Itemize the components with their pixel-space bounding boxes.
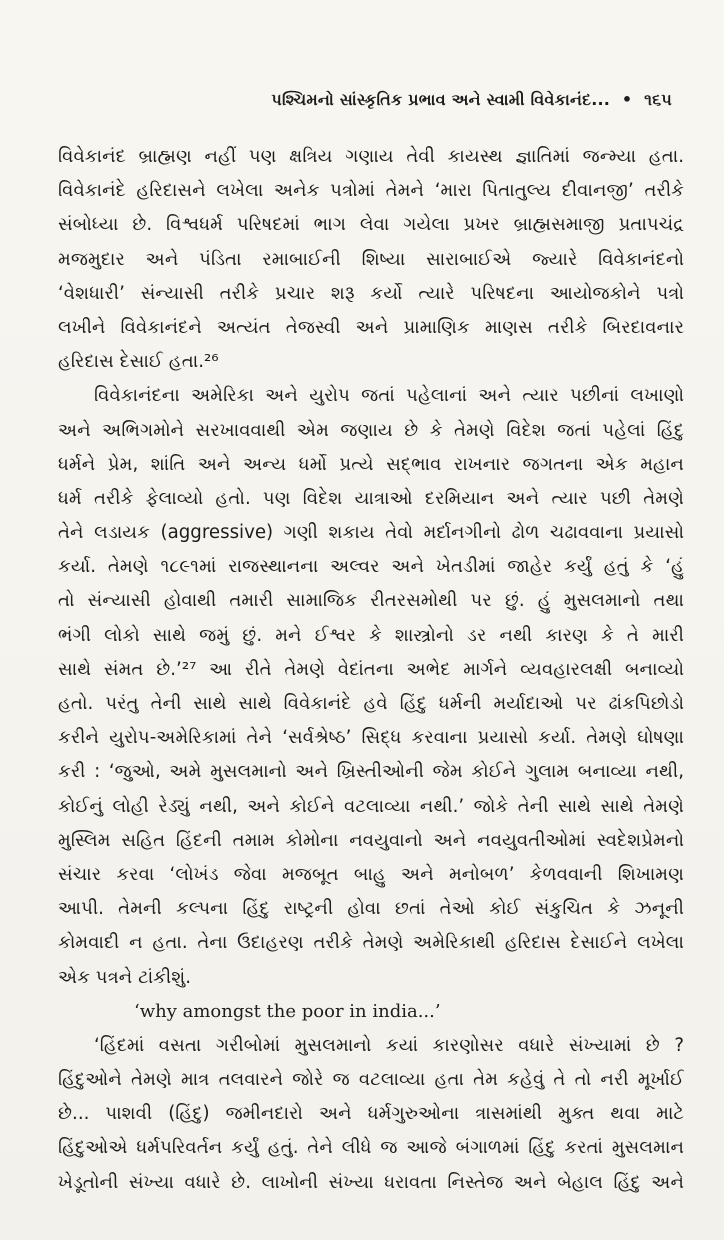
text-line: સંચાર કરવા ‘લોખંડ જેવા મજબૂત બાહુ અને મનોબળ’ કેળવવાની શિખામણ [58,863,684,885]
header-title: પશ્ચિમનો સાંસ્કૃતિક પ્રભાવ અને સ્વામી વિવેકાનંદ... [271,90,611,109]
text-line: કોઈનું લોહી રેડ્યું નથી, અને કોઈને વટલાવ્યા નથી.’ જોકે તેની સાથે સાથે તેમણે [58,795,684,817]
text-line: કર્યા. તેમણે ૧૮૯૧માં રાજસ્થાનના અલ્વર અને ખેતડીમાં જાહેર કર્યું હતું કે ‘હું [58,556,684,578]
text-line: ધર્મ તરીકે ફેલાવ્યો હતો. પણ વિદેશ યાત્રાઓ દરમિયાન અને ત્યાર પછી તેમણે [58,487,684,509]
text-line: અને અભિગમોને સરખાવવાથી એમ જણાય છે કે તેમણે વિદેશ જતાં પહેલાં હિંદુ [58,419,684,441]
paragraph-3 [58,1029,684,1200]
text-line: ‘વેશધારી’ સંન્યાસી તરીકે પ્રચાર શરૂ કર્યો ત્યારે પરિષદના આયોજકોને પત્રો [58,282,684,304]
text-line: કરીને યુરોપ-અમેરિકામાં તેને ‘સર્વશ્રેષ્ઠ’ સિદ્ધ કરવાના પ્રયાસો કર્યા. તેમણે ઘોષણા [58,727,684,749]
text-line: હિંદુઓને તેમણે માત્ર તલવારને જોરે જ વટલાવ્યા હતા તેમ કહેવું તે તો નરી મૂર્ખાઈ [58,1069,684,1091]
text-line: સંબોધ્યા છે. વિશ્વધર્મ પરિષદમાં ભાગ લેવા ગયેલા પ્રખર બ્રાહ્મસમાજી પ્રતાપચંદ્ર [58,214,684,236]
text-line: તેને લડાયક (aggressive) ગણી શકાય તેવો મર્દાનગીનો ઢોળ ચઢાવવાના પ્રયાસો [58,522,684,544]
text-line: છે... પાશવી (હિંદુ) જમીનદારો અને ધર્મગુરુઓના ત્રાસમાંથી મુક્ત થવા માટે [58,1103,684,1125]
paragraph-1 [58,140,684,379]
text-line: મજમુદાર અને પંડિતા રમાબાઈની શિષ્યા સારાબાઈએ જ્યારે વિવેકાનંદનો [58,248,684,270]
text-line: વિવેકાનંદે હરિદાસને લખેલા અનેક પત્રોમાં તેમને ‘મારા પિતાતુલ્ય દીવાનજી’ તરીકે [58,180,684,202]
running-header [271,90,672,110]
text-line: એક પત્રને ટાંકીશું. [58,966,192,988]
text-line: ‘હિંદમાં વસતા ગરીબોમાં મુસલમાનો કયાં કારણોસર વધારે સંખ્યામાં છે ? [94,1034,684,1056]
text-line: સાથે સંમત છે.’²⁷ આ રીતે તેમણે વેદાંતના અભેદ માર્ગને વ્યવહારલક્ષી બનાવ્યો [58,658,684,680]
text-line: કરી : ‘જુઓ, અમે મુસલમાનો અને ખ્રિસ્તીઓની જેમ કોઈને ગુલામ બનાવ્યા નથી, [58,761,684,783]
text-line: ધર્મને પ્રેમ, શાંતિ અને અન્ય ધર્મો પ્રત્યે સદ્‌ભાવ રાખનાર જગતના એક મહાન [58,453,684,475]
text-line: લખીને વિવેકાનંદને અત્યંત તેજસ્વી અને પ્રામાણિક માણસ તરીકે બિરદાવનાર [58,316,684,338]
text-line: વિવેકાનંદ બ્રાહ્મણ નહીં પણ ક્ષત્રિય ગણાય તેવી કાયસ્થ જ્ઞાતિમાં જન્મ્યા હતા. [58,146,684,167]
text-line: તો સંન્યાસી હોવાથી તમારી સામાજિક રીતરસમોથી પર છું. હું મુસલમાનો તથા [58,590,684,612]
paragraph-2 [58,379,684,994]
text-line: કોમવાદી ન હતા. તેના ઉદાહરણ તરીકે તેમણે અમેરિકાથી હરિદાસ દેસાઈને લખેલા [58,932,684,954]
text-line: હરિદાસ દેસાઈ હતા.²⁶ [58,351,219,373]
page-number: ૧૬૫ [644,90,672,109]
text-line: હતો. પરંતુ તેની સાથે સાથે વિવેકાનંદે હવે હિંદુ ધર્મની મર્યાદાઓ પર ઢાંકપિછોડો [58,693,684,714]
text-line: ભંગી લોકો સાથે જમું છું. મને ઈશ્વર કે શાસ્ત્રોનો ડર નથી કારણ કે તે મારી [58,624,684,646]
quote-line: ‘why amongst the poor in india...’ [134,1000,441,1022]
text-line: મુસ્લિમ સહિત હિંદની તમામ કોમોના નવયુવાનો અને નવયુવતીઓમાં સ્વદેશપ્રેમનો [58,829,684,851]
text-line: વિવેકાનંદના અમેરિકા અને યુરોપ જતાં પહેલાનાં અને ત્યાર પછીનાં લખાણો [94,385,684,407]
header-bullet: • [621,90,633,109]
text-line: આપી. તેમની કલ્પના હિંદુ રાષ્ટ્રની હોવા છતાં તેઓ કોઈ સંકુચિત કે ઝનૂની [58,898,684,920]
body-text [58,140,684,1200]
text-line: ખેડૂતોની સંખ્યા વધારે છે. લાખોની સંખ્યા ધરાવતા નિસ્તેજ અને બેહાલ હિંદુ અને [58,1171,684,1193]
text-line: હિંદુઓએ ધર્મપરિવર્તન કર્યું હતું. તેને લીધે જ આજે બંગાળમાં હિંદુ કરતાં મુસલમાન [58,1137,684,1159]
